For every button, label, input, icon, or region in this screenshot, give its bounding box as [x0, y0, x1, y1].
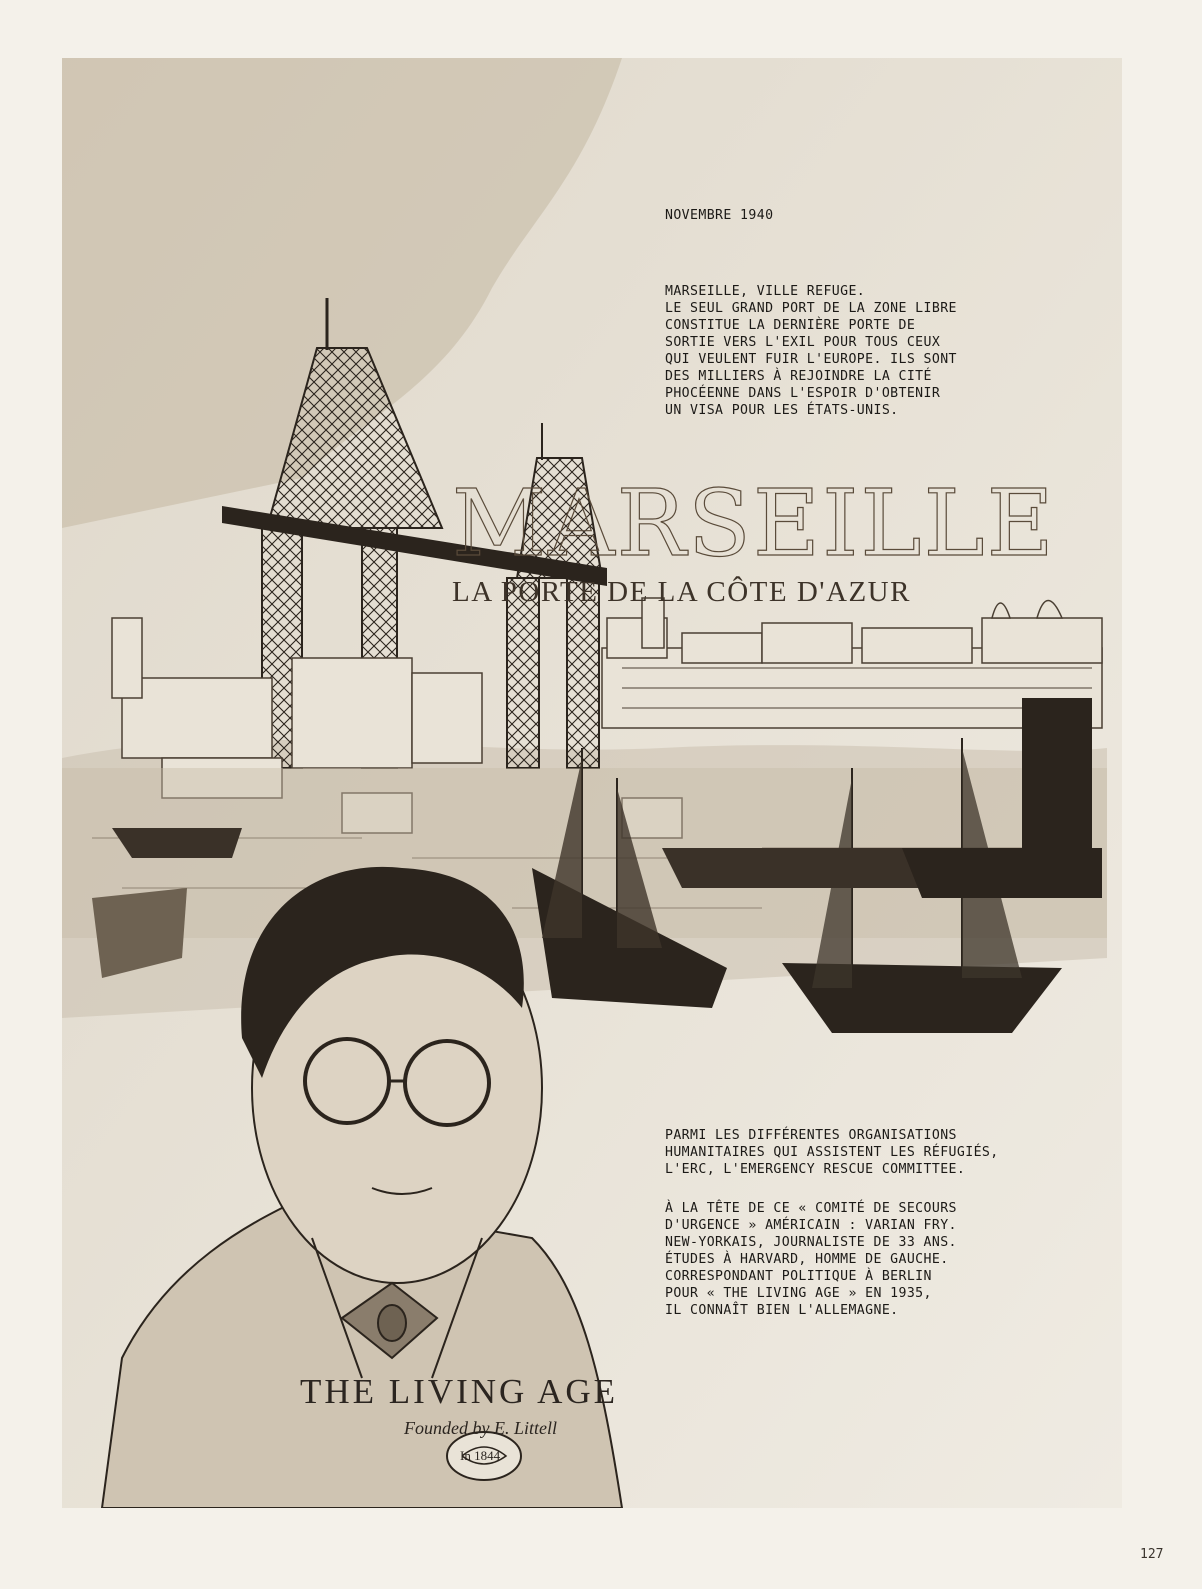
postcard-title: MARSEILLE: [452, 470, 1056, 577]
varian-fry-text: À LA TÊTE DE CE « COMITÉ DE SECOURS D'URGENCE » AMÉRICAIN : VARIAN FRY. NEW-YORKAIS, JOURNALISTE DE 33 ANS. ÉTUDES À HARVARD, HOMME DE GAUCHE. CORRESPONDANT POLITIQUE À BERLIN POUR « THE LIVING AGE » EN 1935, IL CONNAÎT BIEN L'ALLEMAGNE.: [665, 1201, 957, 1318]
intro-caption: [665, 283, 1025, 419]
varian-fry-caption: [665, 1200, 1045, 1319]
postcard-subtitle: LA PORTE DE LA CÔTE D'AZUR: [452, 576, 911, 608]
magazine-founded: Founded by E. Littell: [404, 1418, 557, 1438]
organisations-text: PARMI LES DIFFÉRENTES ORGANISATIONS HUMANITAIRES QUI ASSISTENT LES RÉFUGIÉS, L'ERC, L'EMERGENCY RESCUE COMMITTEE.: [665, 1128, 999, 1177]
magazine-year: In 1844: [460, 1448, 501, 1463]
magazine-title: THE LIVING AGE: [300, 1372, 619, 1411]
organisations-caption: [665, 1127, 1045, 1178]
page-number: 127: [1140, 1547, 1164, 1562]
intro-text: MARSEILLE, VILLE REFUGE. LE SEUL GRAND PORT DE LA ZONE LIBRE CONSTITUE LA DERNIÈRE PORTE DE SORTIE VERS L'EXIL POUR TOUS CEUX QUI VEULENT FUIR L'EUROPE. ILS SONT DES MILLIERS À REJOINDRE LA CITÉ PHOCÉENNE DANS L'ESPOIR D'OBTENIR UN VISA POUR LES ÉTATS-UNIS.: [665, 284, 957, 418]
date-text: NOVEMBRE 1940: [665, 208, 774, 223]
date-caption: [665, 207, 773, 224]
